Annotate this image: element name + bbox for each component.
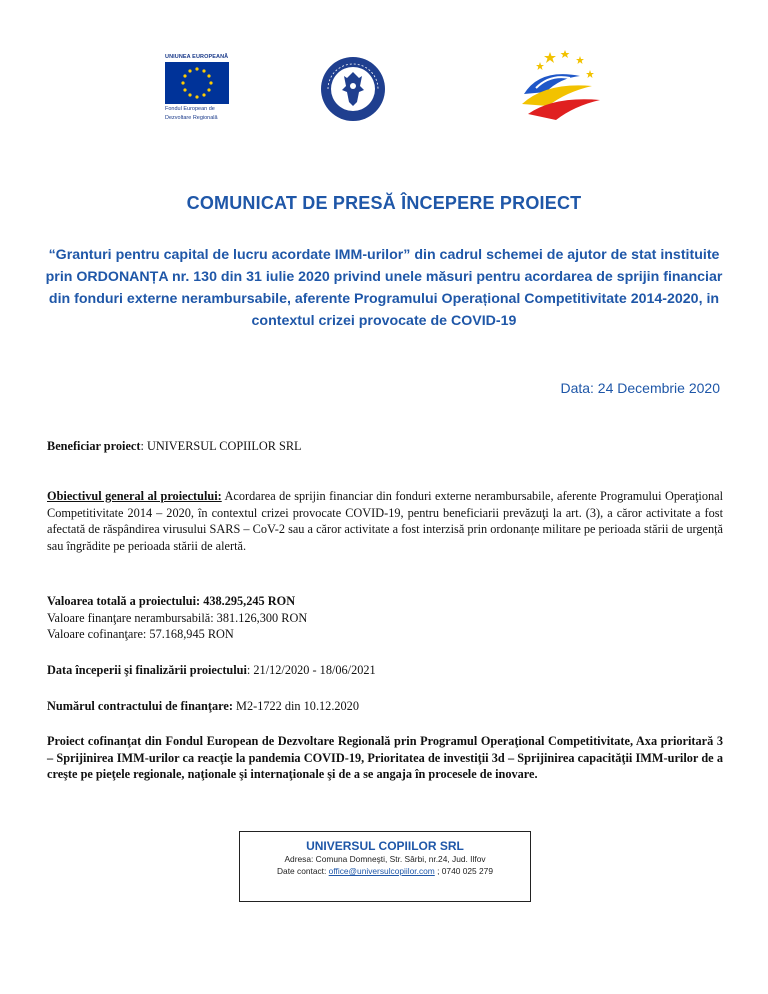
eu-title: UNIUNEA EUROPEANĂ [165, 54, 229, 60]
contract-value: M2-1722 din 10.12.2020 [232, 699, 359, 713]
eu-logo [165, 54, 235, 122]
objective-label: Obiectivul general al proiectului: [47, 489, 222, 503]
total-value-label: Valoarea totală a proiectului: [47, 594, 201, 608]
cofinance-value: Valoare cofinanţare: 57.168,945 RON [47, 627, 234, 641]
project-dates-value: : 21/12/2020 - 18/06/2021 [246, 663, 376, 677]
beneficiary-line [47, 438, 723, 455]
beneficiary-label: Beneficiar proiect [47, 439, 141, 453]
contact-prefix: Date contact: [276, 866, 329, 876]
company-address: Adresa: Comuna Domneşti, Str. Sârbi, nr.24, Jud. Ilfov [284, 854, 486, 864]
logo-bar [0, 48, 768, 138]
project-dates-label: Data începerii şi finalizării proiectului [47, 663, 247, 677]
contact-phone: ; 0740 025 279 [434, 866, 493, 876]
cofinanced-paragraph: Proiect cofinanţat din Fondul European de Dezvoltare Regională prin Programul Operaţional Competitivitate, Axa prioritară 3 – Sprijinirea IMM-urilor ca reacţie la pandemia COVID-19, Prioritatea de investiţii 3d – Sprijinirea capacităţii IMM-urilor de a creşte pe pieţele regionale, naţionale şi internaţionale şi de a se angaja în procesele de inovare. [47, 734, 723, 781]
email-link[interactable]: office@universulcopiilor.com [328, 866, 435, 876]
press-date: Data: 24 Decembrie 2020 [560, 380, 720, 396]
page-title: COMUNICAT DE PRESĂ ÎNCEPERE PROIECT [186, 193, 582, 213]
government-seal-icon [320, 56, 386, 122]
company-name: UNIVERSUL COPIILOR SRL [306, 839, 464, 853]
nonrefundable-value: Valoare finanţare nerambursabilă: 381.126,300 RON [47, 610, 308, 625]
company-contact-line [240, 865, 530, 877]
total-value-line [47, 593, 723, 610]
objective-paragraph [47, 488, 723, 554]
project-dates-line [47, 662, 723, 679]
beneficiary-value: : UNIVERSUL COPIILOR SRL [140, 439, 302, 453]
company-contact-box [239, 831, 531, 902]
contract-line [47, 698, 723, 715]
values-block [47, 593, 723, 643]
project-subtitle: “Granturi pentru capital de lucru acordate IMM-urilor” din cadrul schemei de ajutor de stat instituite prin ORDONANȚA nr. 130 din 31 iulie 2020 privind unele măsuri pentru acordarea de sprijin financiar din fonduri externe nerambursabile, aferente Programului Operațional Competitivitate 2014-2020, in contextul crizei provocate de COVID-19 [45, 247, 723, 329]
eu-fund-line2: Dezvoltare Regională [165, 115, 218, 121]
eu-flag-icon [165, 62, 229, 104]
eu-fund-line1: Fondul European de [165, 106, 215, 112]
romania-program-logo-icon [510, 48, 610, 128]
objective-text: Acordarea de sprijin financiar din fonduri externe nerambursabile, aferente Programului Operaţional Competitivitate 2014 – 2020, în contextul crizei provocate COVID-19, pentru beneficiarii prevăzuţi la art. (3), a căror activitate a fost afectată de răspândirea virusului SARS – CoV-2 sau a căror activitate a fost interzisă prin ordonanțe militare pe perioada stării de urgență sau îngrădite pe perioada stării de alertă. [47, 489, 723, 553]
contract-label: Numărul contractului de finanţare: [47, 699, 233, 713]
total-value-amount: 438.295,245 RON [200, 594, 296, 608]
